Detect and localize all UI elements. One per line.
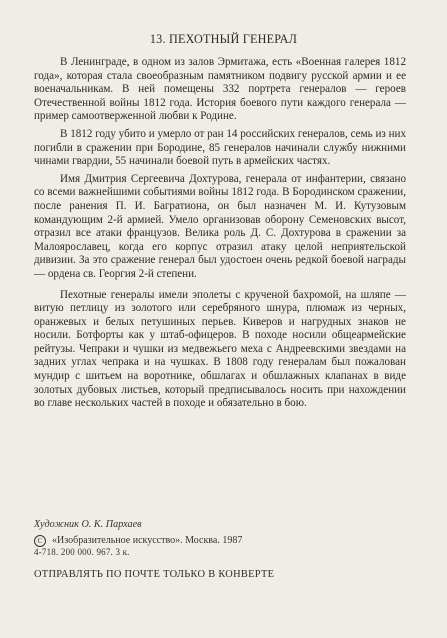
artist-credit	[34, 518, 414, 531]
paragraph-hermitage: В Ленинграде, в одном из залов Эрмитажа, есть «Военная галерея 1812 года», которая стала своеобразным памятником подвигу русской армии и ее военачальникам. В ней помещены 332 портрета генералов — героев Отечественной войны 1812 года. История боевого пути каждого генерала — пример самоотверженной любви к Родине.	[34, 56, 406, 123]
publisher-name: «Изобразительное искусство». Москва. 1987	[52, 535, 243, 546]
artist-prefix: Художник	[34, 519, 79, 530]
mail-instruction: ОТПРАВЛЯТЬ ПО ПОЧТЕ ТОЛЬКО В КОНВЕРТЕ	[34, 569, 275, 580]
paragraph-uniform: Пехотные генералы имели эполеты с крученой бахромой, на шляпе — витую петлицу из золотого или серебряного шнура, плюмаж из черных, оранжевых и белых петушиных перьев. Киверов и нагрудных знаков не носили. Ботфорты как у штаб-офицеров. В походе носили общеармейские рейтузы. Чепраки и чушки из медвежьего меха с Андреевскими звездами на задних углах чепрака и на чушках. В 1808 году генералам был пожалован мундир с шитьем на воротнике, обшлагах и обшлажных клапанах в виде золотых дубовых листьев, который предписывалось носить при нахождении во главе нескольких частей в походе и обязательно в бою.	[34, 288, 406, 410]
article-body	[34, 56, 406, 415]
print-code: 4-718. 200 000. 967. 3 к.	[34, 547, 130, 557]
paragraph-dokhturov: Имя Дмитрия Сергеевича Дохтурова, генерала от инфантерии, связано со всеми важнейшими событиями войны 1812 года. В Бородинском сражении, после ранения П. И. Багратиона, он был назначен М. И. Кутузовым командующим 2-й армией. Умело организовав оборону Семеновских высот, отразил все атаки французов. Велика роль Д. С. Дохтурова в сражении за Малоярославец, когда его корпус отразил атаку целой неприятельской дивизии. За это сражение генерал был удостоен очень редкой боевой награды — ордена св. Георгия 2-й степени.	[34, 172, 406, 280]
copyright-icon: C	[34, 535, 46, 547]
publisher-line	[34, 535, 414, 547]
paragraph-generals-stats: В 1812 году убито и умерло от ран 14 российских генералов, семь из них погибли в сражении при Бородине, 85 генералов начинали службу нижними чинами гвардии, 55 начинали боевой путь в армейских частях.	[34, 127, 406, 168]
imprint	[34, 518, 414, 558]
artist-name: О. К. Пархаев	[81, 519, 142, 530]
page-title: 13. ПЕХОТНЫЙ ГЕНЕРАЛ	[149, 32, 298, 46]
